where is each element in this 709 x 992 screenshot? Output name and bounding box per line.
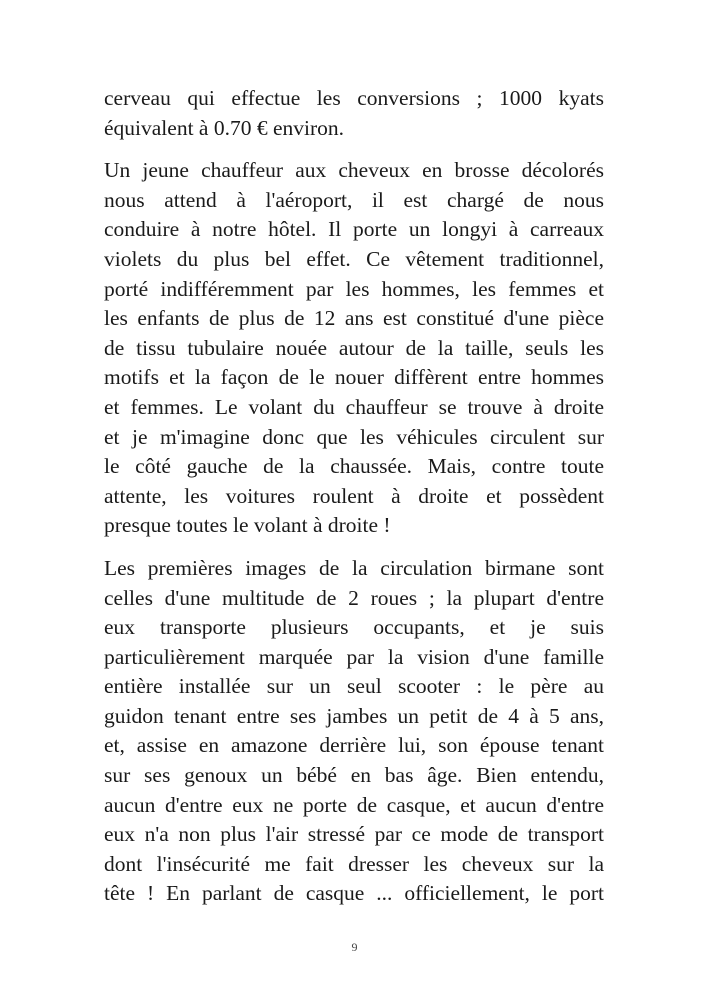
text-line: presque toutes le volant à droite ! (104, 513, 391, 538)
text-line: cerveau qui effectue les conversions ; 1000 kyats (104, 86, 604, 110)
text-line: attente, les voitures roulent à droite et possèdent (104, 483, 604, 508)
text-line: sur ses genoux un bébé en bas âge. Bien entendu, (104, 763, 604, 788)
text-line: les enfants de plus de 12 ans est constitué d'une pièce (104, 306, 604, 331)
text-line: conduire à notre hôtel. Il porte un longyi à carreaux (104, 217, 604, 242)
text-line: de tissu tubulaire nouée autour de la taille, seuls les (104, 335, 604, 360)
text-line: guidon tenant entre ses jambes un petit de 4 à 5 ans, (104, 703, 604, 728)
text-line: aucun d'entre eux ne porte de casque, et aucun d'entre (104, 792, 604, 817)
text-line: porté indifféremment par les hommes, les femmes et (104, 276, 604, 301)
text-line: tête ! En parlant de casque ... officiellement, le port (104, 881, 604, 906)
text-line: motifs et la façon de le nouer diffèrent entre hommes (104, 365, 604, 390)
text-line: celles d'une multitude de 2 roues ; la plupart d'entre (104, 585, 604, 610)
text-line: violets du plus bel effet. Ce vêtement traditionnel, (104, 246, 604, 271)
text-line: équivalent à 0.70 € environ. (104, 115, 345, 140)
paragraph-1 (104, 84, 604, 143)
text-line: et femmes. Le volant du chauffeur se trouve à droite (104, 394, 604, 419)
text-line: entière installée sur un seul scooter : le père au (104, 674, 604, 699)
body-text (104, 84, 604, 909)
page-number: 9 (351, 940, 358, 954)
text-line: eux n'a non plus l'air stressé par ce mode de transport (104, 822, 604, 847)
text-line: dont l'insécurité me fait dresser les cheveux sur la (104, 851, 604, 876)
text-line: Les premières images de la circulation birmane sont (104, 555, 604, 580)
text-line: nous attend à l'aéroport, il est chargé de nous (104, 187, 604, 212)
text-line: et, assise en amazone derrière lui, son épouse tenant (104, 733, 604, 758)
text-line: eux transporte plusieurs occupants, et je suis (104, 615, 604, 640)
text-line: le côté gauche de la chaussée. Mais, contre toute (104, 454, 604, 479)
text-line: Un jeune chauffeur aux cheveux en brosse décolorés (104, 158, 604, 183)
paragraph-3 (104, 554, 604, 909)
paragraph-2 (104, 156, 604, 541)
text-line: particulièrement marquée par la vision d'une famille (104, 644, 604, 669)
text-line: et je m'imagine donc que les véhicules circulent sur (104, 424, 604, 449)
